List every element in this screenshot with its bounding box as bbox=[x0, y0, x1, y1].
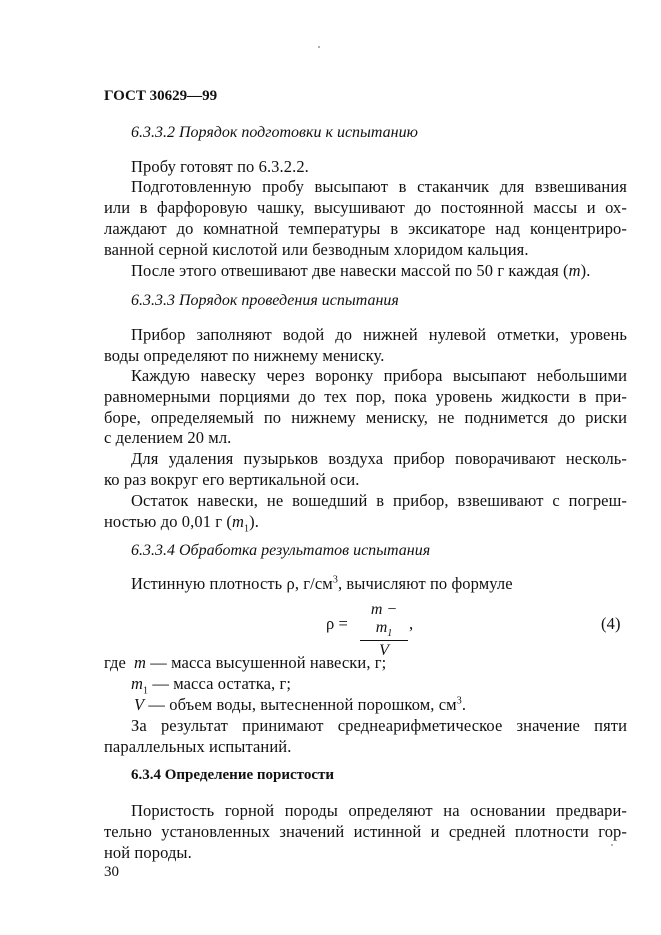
paragraph-line: воды определяют по нижнему мениску. bbox=[104, 346, 385, 365]
formula-fraction bbox=[360, 601, 408, 660]
paragraph-line: За результат принимают среднеарифметическое значение пяти bbox=[131, 716, 627, 735]
definition-m1: $m_1$ — масса остатка, г; bbox=[131, 674, 292, 697]
paragraph-line: боре, определяемый по нижнему мениску, не поднимется до риски bbox=[104, 408, 627, 427]
paragraph-line: равномерными порциями до тех пор, пока уровень жидкости в при- bbox=[104, 387, 627, 406]
paragraph-line: лаждают до комнатной температуры в эксикаторе над концентриро- bbox=[104, 219, 627, 238]
paragraph-line: ностью до 0,01 г $(m_1)$. bbox=[104, 512, 259, 535]
definition-v: V — объем воды, вытесненной порошком, $см^3$. bbox=[134, 695, 467, 714]
paragraph-line: или в фарфоровую чашку, высушивают до постоянной массы и ох- bbox=[104, 198, 627, 217]
formula-number: (4) bbox=[601, 614, 621, 633]
formula-denominator: V bbox=[379, 642, 389, 660]
paragraph-line: с делением 20 мл. bbox=[104, 428, 232, 447]
page-number: 30 bbox=[104, 864, 119, 880]
paragraph-line: тельно установленных значений истинной и средней плотности гор- bbox=[104, 822, 627, 841]
paragraph-line: Каждую навеску через воронку прибора высыпают небольшими bbox=[131, 366, 627, 385]
paragraph-line: Для удаления пузырьков воздуха прибор поворачивают несколь- bbox=[131, 449, 627, 468]
formula-lhs: ρ = bbox=[326, 614, 348, 633]
paragraph-line: Прибор заполняют водой до нижней нулевой отметки, уровень bbox=[131, 325, 627, 344]
paragraph-line: ко раз вокруг его вертикальной оси. bbox=[104, 470, 360, 489]
formula-numerator: $m - m_1$ bbox=[370, 601, 398, 640]
formula-comma: , bbox=[409, 614, 414, 633]
document-header: ГОСТ 30629—99 bbox=[104, 88, 218, 104]
section-title-6334: 6.3.3.4 Обработка результатов испытания bbox=[131, 542, 431, 559]
paragraph-line: Пробу готовят по 6.3.2.2. bbox=[131, 157, 309, 176]
paragraph-line: ной породы. bbox=[104, 843, 192, 862]
section-title-6332: 6.3.3.2 Порядок подготовки к испытанию bbox=[131, 124, 418, 141]
scan-speck bbox=[611, 844, 613, 846]
formula-intro: Истинную плотность ρ, $г/см^3$, вычисляют по формуле bbox=[131, 574, 513, 593]
section-title-634: 6.3.4 Определение пористости bbox=[131, 767, 334, 783]
paragraph-line: Пористость горной породы определяют на основании предвари- bbox=[131, 801, 627, 820]
definition-m: m — масса высушенной навески, г; bbox=[134, 653, 387, 672]
fraction-bar bbox=[360, 640, 408, 641]
where-label: где bbox=[104, 653, 126, 672]
paragraph-line: После этого отвешивают две навески массой по 50 г каждая (m). bbox=[131, 261, 591, 280]
paragraph-line: Остаток навески, не вошедший в прибор, взвешивают с погреш- bbox=[131, 491, 627, 510]
paragraph-line: Подготовленную пробу высыпают в стаканчик для взвешивания bbox=[131, 177, 627, 196]
section-title-6333: 6.3.3.3 Порядок проведения испытания bbox=[131, 292, 399, 309]
paragraph-line: ванной серной кислотой или безводным хлоридом кальция. bbox=[104, 240, 529, 259]
scan-speck bbox=[318, 46, 320, 48]
paragraph-line: параллельных испытаний. bbox=[104, 737, 292, 756]
